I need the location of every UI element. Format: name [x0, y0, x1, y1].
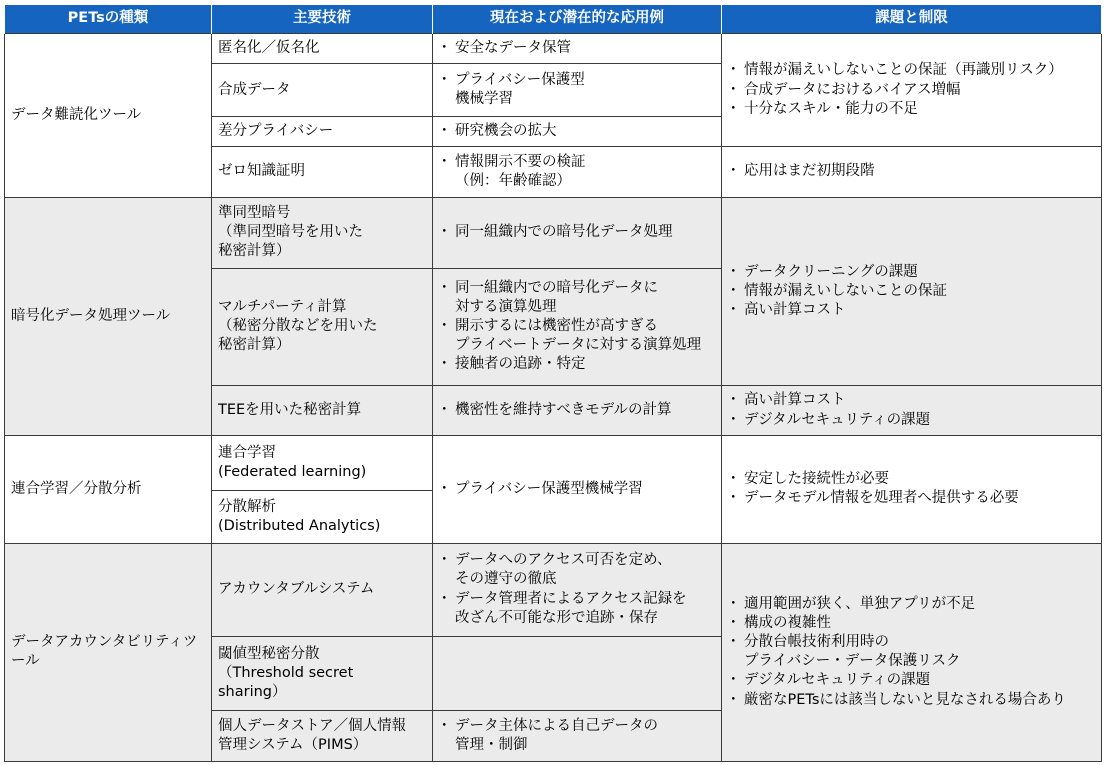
list-item: ・ 情報が漏えいしないことの保証 — [728, 282, 1095, 301]
bullet-list — [439, 551, 715, 628]
category-cell: 暗号化データ処理ツール — [5, 197, 212, 436]
challenges-cell — [722, 147, 1102, 198]
list-item: ・ 厳密なPETsには該当しないと見なされる場合あり — [728, 691, 1095, 710]
bullet-list — [439, 223, 715, 242]
list-item: ・ デジタルセキュリティの課題 — [728, 671, 1095, 690]
bullet-list — [728, 162, 1095, 181]
list-item: ・ 十分なスキル・能力の不足 — [728, 100, 1095, 119]
bullet-list — [439, 480, 715, 499]
bullet-list — [439, 71, 715, 109]
list-item: ・ 高い計算コスト — [728, 301, 1095, 320]
header-pets-type: PETsの種類 — [5, 5, 212, 34]
table-row — [5, 436, 1102, 491]
technology-cell: 分散解析 (Distributed Analytics) — [212, 490, 433, 543]
list-item: ・ データクリーニングの課題 — [728, 263, 1095, 282]
list-item: ・ 情報開示不要の検証 （例：年齢確認） — [439, 153, 715, 191]
category-cell: データアカウンタビリティツール — [5, 543, 212, 761]
list-item: ・ 開示するには機密性が高すぎる プライベートデータに対する演算処理 — [439, 317, 715, 355]
challenges-cell — [722, 34, 1102, 147]
list-item: ・ 同一組織内での暗号化データ処理 — [439, 223, 715, 242]
technology-cell: ゼロ知識証明 — [212, 147, 433, 198]
list-item: ・ データモデル情報を処理者へ提供する必要 — [728, 489, 1095, 508]
list-item: ・ 安定した接続性が必要 — [728, 470, 1095, 489]
list-item: ・ プライバシー保護型 機械学習 — [439, 71, 715, 109]
list-item: ・ 接触者の追跡・特定 — [439, 355, 715, 374]
list-item: ・ 分散台帳技術利用時の プライバシー・データ保護リスク — [728, 633, 1095, 671]
bullet-list — [728, 470, 1095, 508]
list-item: ・ 安全なデータ保管 — [439, 39, 715, 58]
challenges-cell — [722, 543, 1102, 761]
technology-cell: 連合学習 (Federated learning) — [212, 436, 433, 491]
bullet-list — [439, 39, 715, 58]
applications-cell — [433, 636, 722, 711]
bullet-list — [439, 153, 715, 191]
technology-cell: 合成データ — [212, 64, 433, 117]
list-item: ・ 応用はまだ初期段階 — [728, 162, 1095, 181]
list-item: ・ プライバシー保護型機械学習 — [439, 480, 715, 499]
technology-cell: アカウンタブルシステム — [212, 543, 433, 636]
table-row — [5, 543, 1102, 636]
technology-cell: 準同型暗号 （準同型暗号を用いた 秘密計算） — [212, 197, 433, 268]
header-applications: 現在および潜在的な応用例 — [433, 5, 722, 34]
list-item: ・ 研究機会の拡大 — [439, 122, 715, 141]
technology-cell: 閾値型秘密分散 （Threshold secret sharing） — [212, 636, 433, 711]
technology-cell: マルチパーティ計算 （秘密分散などを用いた 秘密計算） — [212, 268, 433, 385]
technology-cell: 個人データストア／個人情報 管理システム（PIMS） — [212, 711, 433, 762]
bullet-list — [728, 391, 1095, 429]
challenges-cell — [722, 436, 1102, 543]
table-row — [5, 197, 1102, 268]
list-item: ・ 機密性を維持すべきモデルの計算 — [439, 401, 715, 420]
list-item: ・ 適用範囲が狭く、単独アプリが不足 — [728, 595, 1095, 614]
list-item: ・ 合成データにおけるバイアス増幅 — [728, 81, 1095, 100]
bullet-list — [439, 717, 715, 755]
list-item: ・ 情報が漏えいしないことの保証（再識別リスク） — [728, 61, 1095, 80]
table-row — [5, 34, 1102, 64]
pets-table — [4, 4, 1102, 762]
applications-cell — [433, 197, 722, 268]
category-cell: 連合学習／分散分析 — [5, 436, 212, 543]
list-item: ・ 同一組織内での暗号化データに 対する演算処理 — [439, 279, 715, 317]
bullet-list — [439, 401, 715, 420]
bullet-list — [728, 61, 1095, 118]
list-item: ・ データへのアクセス可否を定め、 その遵守の徹底 — [439, 551, 715, 589]
list-item: ・ デジタルセキュリティの課題 — [728, 411, 1095, 430]
bullet-list — [439, 279, 715, 375]
bullet-list — [439, 122, 715, 141]
list-item: ・ 構成の複雑性 — [728, 614, 1095, 633]
applications-cell — [433, 543, 722, 636]
list-item: ・ データ主体による自己データの 管理・制御 — [439, 717, 715, 755]
list-item: ・ データ管理者によるアクセス記録を 改ざん不可能な形で追跡・保存 — [439, 590, 715, 628]
technology-cell: 差分プライバシー — [212, 116, 433, 146]
header-main-technology: 主要技術 — [212, 5, 433, 34]
applications-cell — [433, 116, 722, 146]
table-header — [5, 5, 1102, 34]
challenges-cell — [722, 385, 1102, 436]
challenges-cell — [722, 197, 1102, 385]
applications-cell — [433, 268, 722, 385]
applications-cell — [433, 147, 722, 198]
applications-cell — [433, 711, 722, 762]
table-body — [5, 34, 1102, 762]
bullet-list — [728, 263, 1095, 320]
list-item: ・ 高い計算コスト — [728, 391, 1095, 410]
bullet-list — [728, 595, 1095, 710]
category-cell: データ難読化ツール — [5, 34, 212, 198]
applications-cell — [433, 436, 722, 543]
applications-cell — [433, 34, 722, 64]
header-challenges: 課題と制限 — [722, 5, 1102, 34]
applications-cell — [433, 64, 722, 117]
applications-cell — [433, 385, 722, 436]
technology-cell: 匿名化／仮名化 — [212, 34, 433, 64]
technology-cell: TEEを用いた秘密計算 — [212, 385, 433, 436]
